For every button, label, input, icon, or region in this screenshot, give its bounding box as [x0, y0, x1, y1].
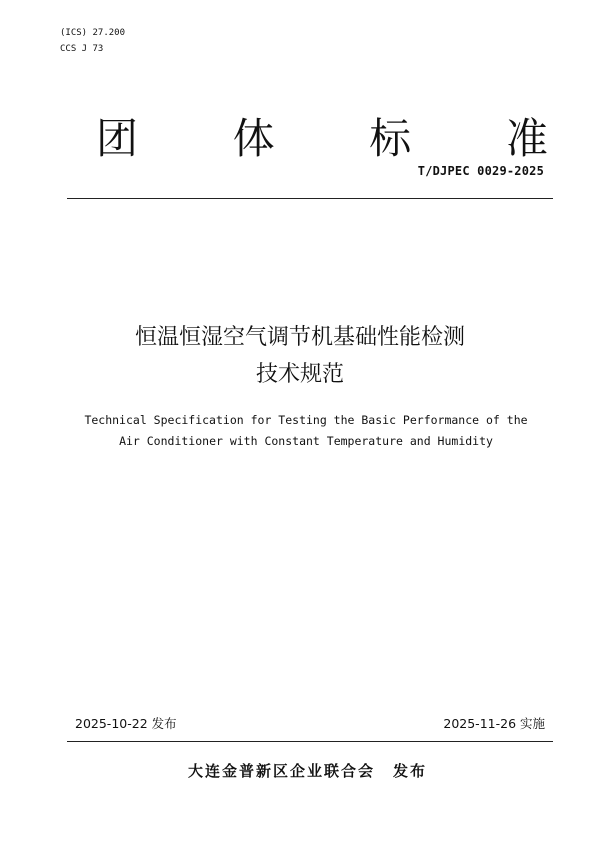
implementation-date: 2025-11-26 实施 — [443, 716, 545, 731]
publisher-line — [188, 760, 427, 782]
publisher-name: 大连金普新区企业联合会 — [188, 762, 376, 780]
standard-type-heading — [92, 112, 552, 166]
english-title-line-2: Air Conditioner with Constant Temperature and Humidity — [119, 434, 493, 448]
standard-type-char: 标 — [369, 114, 412, 163]
publisher-action: 发布 — [393, 762, 428, 780]
ccs-code: CCS J 73 — [60, 44, 104, 54]
chinese-title-line-2: 技术规范 — [255, 362, 344, 387]
english-title-line-1: Technical Specification for Testing the Basic Performance of the — [84, 413, 528, 427]
chinese-title-line-1: 恒温恒湿空气调节机基础性能检测 — [134, 325, 465, 350]
standard-number: T/DJPEC 0029-2025 — [417, 164, 544, 178]
top-divider — [67, 198, 553, 199]
ics-code: (ICS) 27.200 — [60, 28, 126, 38]
bottom-divider — [67, 741, 553, 742]
standard-type-char: 准 — [505, 114, 548, 163]
issue-date: 2025-10-22 发布 — [75, 716, 177, 731]
standard-type-char: 体 — [232, 114, 275, 163]
standard-type-char: 团 — [95, 114, 138, 163]
